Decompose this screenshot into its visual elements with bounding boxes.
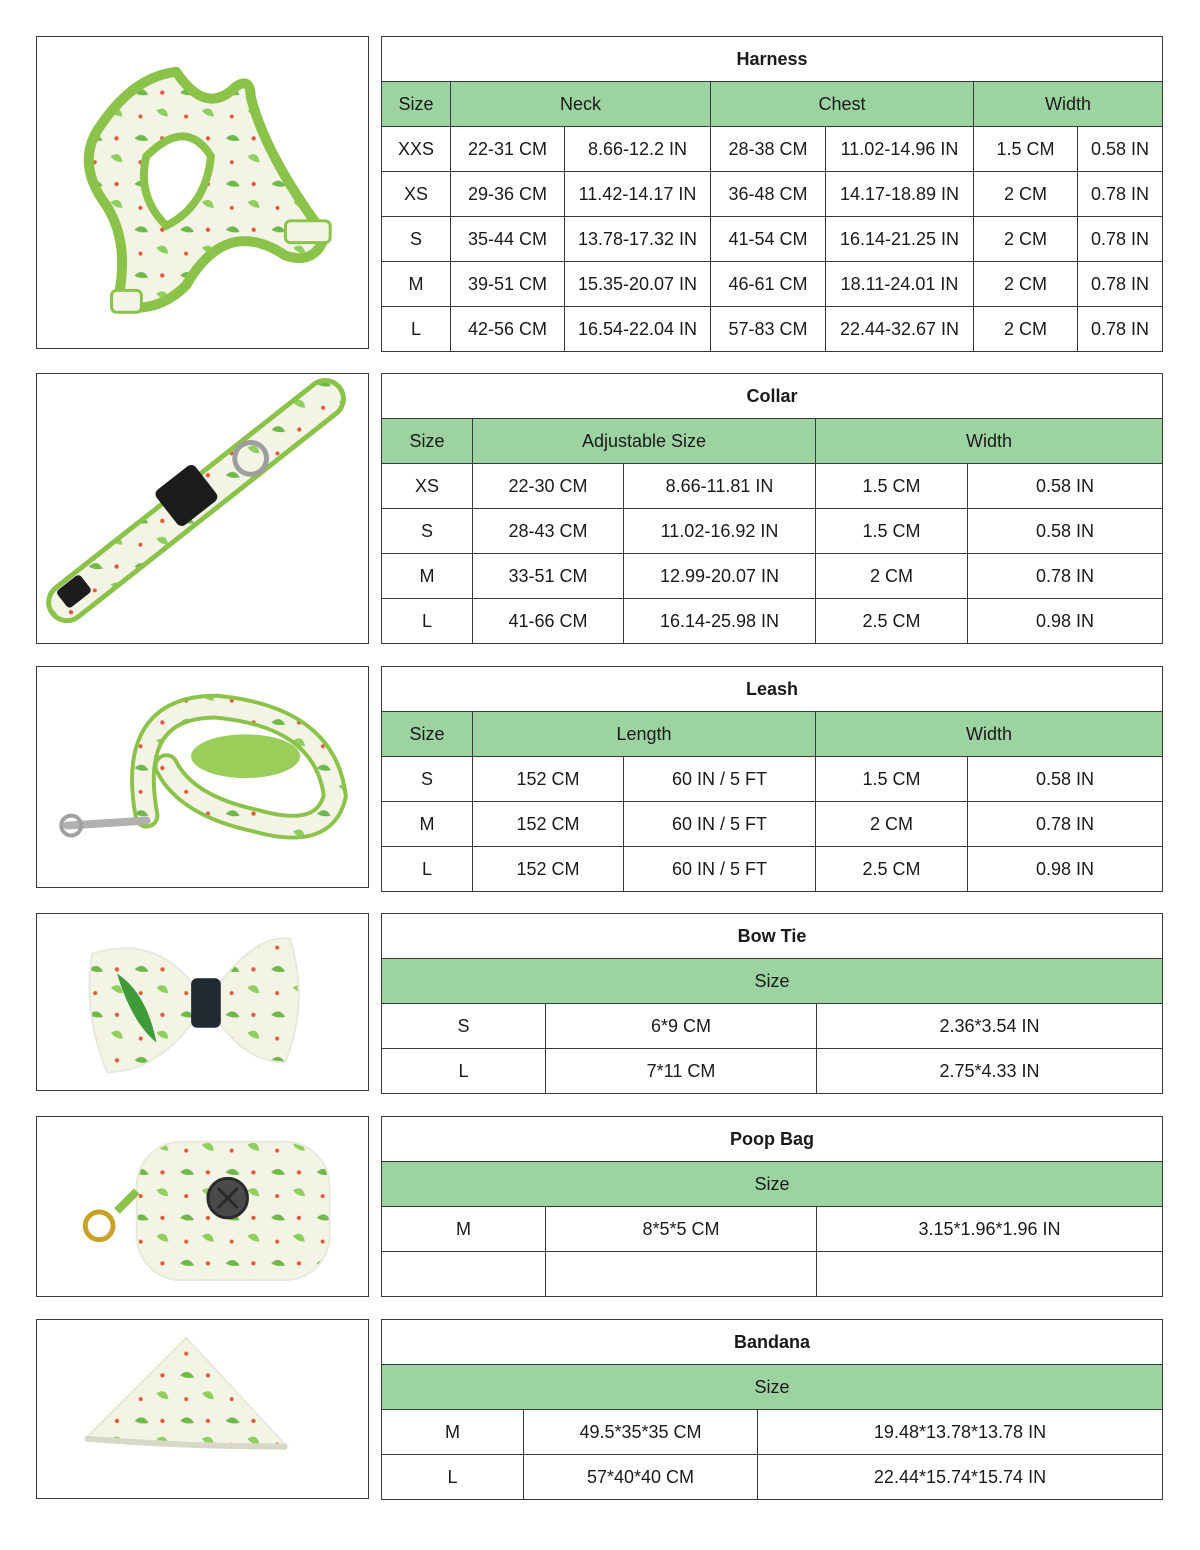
harness-image [36, 36, 369, 349]
leash-title: Leash [382, 667, 1163, 712]
cell: S [382, 757, 473, 802]
cell [382, 1252, 546, 1297]
cell: 0.58 IN [968, 757, 1163, 802]
cell: 2 CM [974, 172, 1078, 217]
poopbag-table [381, 1116, 1163, 1297]
cell: 14.17-18.89 IN [826, 172, 974, 217]
bandana-image [36, 1319, 369, 1499]
cell: 29-36 CM [451, 172, 565, 217]
cell: 12.99-20.07 IN [624, 554, 816, 599]
cell: M [382, 802, 473, 847]
leash-header-size: Size [382, 712, 473, 757]
cell: 19.48*13.78*13.78 IN [758, 1410, 1163, 1455]
table-row [382, 509, 1163, 554]
cell: 41-54 CM [711, 217, 826, 262]
cell: 1.5 CM [816, 509, 968, 554]
cell: 22.44-32.67 IN [826, 307, 974, 352]
cell: 33-51 CM [473, 554, 624, 599]
harness-header-size: Size [382, 82, 451, 127]
cell: 42-56 CM [451, 307, 565, 352]
collar-title: Collar [382, 374, 1163, 419]
table-row [382, 1252, 1163, 1297]
poopbag-image [36, 1116, 369, 1297]
cell: 2.5 CM [816, 847, 968, 892]
cell: 49.5*35*35 CM [524, 1410, 758, 1455]
harness-title: Harness [382, 37, 1163, 82]
cell: 22.44*15.74*15.74 IN [758, 1455, 1163, 1500]
table-row [382, 1410, 1163, 1455]
bowtie-title: Bow Tie [382, 914, 1163, 959]
cell: 2 CM [974, 307, 1078, 352]
table-row [382, 554, 1163, 599]
cell: 28-43 CM [473, 509, 624, 554]
cell: 16.54-22.04 IN [565, 307, 711, 352]
cell: 22-31 CM [451, 127, 565, 172]
cell: M [382, 1410, 524, 1455]
cell: 41-66 CM [473, 599, 624, 644]
cell: 6*9 CM [546, 1004, 817, 1049]
harness-header-width: Width [974, 82, 1163, 127]
cell: 3.15*1.96*1.96 IN [817, 1207, 1163, 1252]
leash-image [36, 666, 369, 888]
cell: S [382, 217, 451, 262]
cell: 11.02-14.96 IN [826, 127, 974, 172]
cell: 57-83 CM [711, 307, 826, 352]
cell: 2.36*3.54 IN [817, 1004, 1163, 1049]
cell: 0.78 IN [1078, 262, 1163, 307]
collar-header-width: Width [816, 419, 1163, 464]
cell: 1.5 CM [974, 127, 1078, 172]
cell: 152 CM [473, 757, 624, 802]
leash-header-width: Width [816, 712, 1163, 757]
cell: 11.02-16.92 IN [624, 509, 816, 554]
cell: 2 CM [974, 262, 1078, 307]
bandana-table [381, 1319, 1163, 1500]
bowtie-table [381, 913, 1163, 1094]
cell: 60 IN / 5 FT [624, 757, 816, 802]
cell: 60 IN / 5 FT [624, 802, 816, 847]
cell: 7*11 CM [546, 1049, 817, 1094]
cell: 16.14-25.98 IN [624, 599, 816, 644]
table-row [382, 802, 1163, 847]
table-row [382, 1455, 1163, 1500]
cell: 0.78 IN [968, 802, 1163, 847]
cell: 22-30 CM [473, 464, 624, 509]
cell: 0.58 IN [968, 464, 1163, 509]
cell: 57*40*40 CM [524, 1455, 758, 1500]
cell: 0.78 IN [1078, 217, 1163, 262]
table-row [382, 172, 1163, 217]
cell: 2.75*4.33 IN [817, 1049, 1163, 1094]
table-row [382, 757, 1163, 802]
cell: 28-38 CM [711, 127, 826, 172]
collar-header-size: Size [382, 419, 473, 464]
harness-table [381, 36, 1163, 352]
cell [546, 1252, 817, 1297]
cell: 35-44 CM [451, 217, 565, 262]
cell: 2.5 CM [816, 599, 968, 644]
collar-header-adjustable: Adjustable Size [473, 419, 816, 464]
poopbag-title: Poop Bag [382, 1117, 1163, 1162]
cell: 0.78 IN [968, 554, 1163, 599]
cell: XXS [382, 127, 451, 172]
table-row [382, 1049, 1163, 1094]
harness-header-neck: Neck [451, 82, 711, 127]
cell: 2 CM [816, 554, 968, 599]
cell: M [382, 262, 451, 307]
table-row [382, 307, 1163, 352]
table-row [382, 1004, 1163, 1049]
table-row [382, 599, 1163, 644]
cell: 0.58 IN [968, 509, 1163, 554]
table-row [382, 1207, 1163, 1252]
cell: 0.78 IN [1078, 307, 1163, 352]
cell: XS [382, 464, 473, 509]
cell: L [382, 1049, 546, 1094]
cell: L [382, 847, 473, 892]
bandana-title: Bandana [382, 1320, 1163, 1365]
poopbag-header-size: Size [382, 1162, 1163, 1207]
cell: 0.78 IN [1078, 172, 1163, 217]
cell: M [382, 554, 473, 599]
cell: 152 CM [473, 802, 624, 847]
cell: 16.14-21.25 IN [826, 217, 974, 262]
cell [817, 1252, 1163, 1297]
table-row [382, 464, 1163, 509]
table-row [382, 217, 1163, 262]
cell: 0.98 IN [968, 847, 1163, 892]
cell: S [382, 509, 473, 554]
cell: 8.66-12.2 IN [565, 127, 711, 172]
table-row [382, 262, 1163, 307]
cell: 8.66-11.81 IN [624, 464, 816, 509]
leash-table [381, 666, 1163, 892]
bandana-header-size: Size [382, 1365, 1163, 1410]
harness-header-chest: Chest [711, 82, 974, 127]
cell: 13.78-17.32 IN [565, 217, 711, 262]
cell: 152 CM [473, 847, 624, 892]
table-row [382, 127, 1163, 172]
cell: 60 IN / 5 FT [624, 847, 816, 892]
cell: 0.58 IN [1078, 127, 1163, 172]
table-row [382, 847, 1163, 892]
cell: 8*5*5 CM [546, 1207, 817, 1252]
cell: L [382, 1455, 524, 1500]
cell: 46-61 CM [711, 262, 826, 307]
cell: 39-51 CM [451, 262, 565, 307]
cell: L [382, 307, 451, 352]
cell: L [382, 599, 473, 644]
cell: 36-48 CM [711, 172, 826, 217]
cell: 11.42-14.17 IN [565, 172, 711, 217]
cell: 2 CM [974, 217, 1078, 262]
cell: XS [382, 172, 451, 217]
cell: 18.11-24.01 IN [826, 262, 974, 307]
cell: 1.5 CM [816, 757, 968, 802]
cell: 0.98 IN [968, 599, 1163, 644]
cell: M [382, 1207, 546, 1252]
cell: S [382, 1004, 546, 1049]
collar-table [381, 373, 1163, 644]
cell: 1.5 CM [816, 464, 968, 509]
cell: 2 CM [816, 802, 968, 847]
cell: 15.35-20.07 IN [565, 262, 711, 307]
bowtie-image [36, 913, 369, 1091]
bowtie-header-size: Size [382, 959, 1163, 1004]
collar-image [36, 373, 369, 644]
leash-header-length: Length [473, 712, 816, 757]
